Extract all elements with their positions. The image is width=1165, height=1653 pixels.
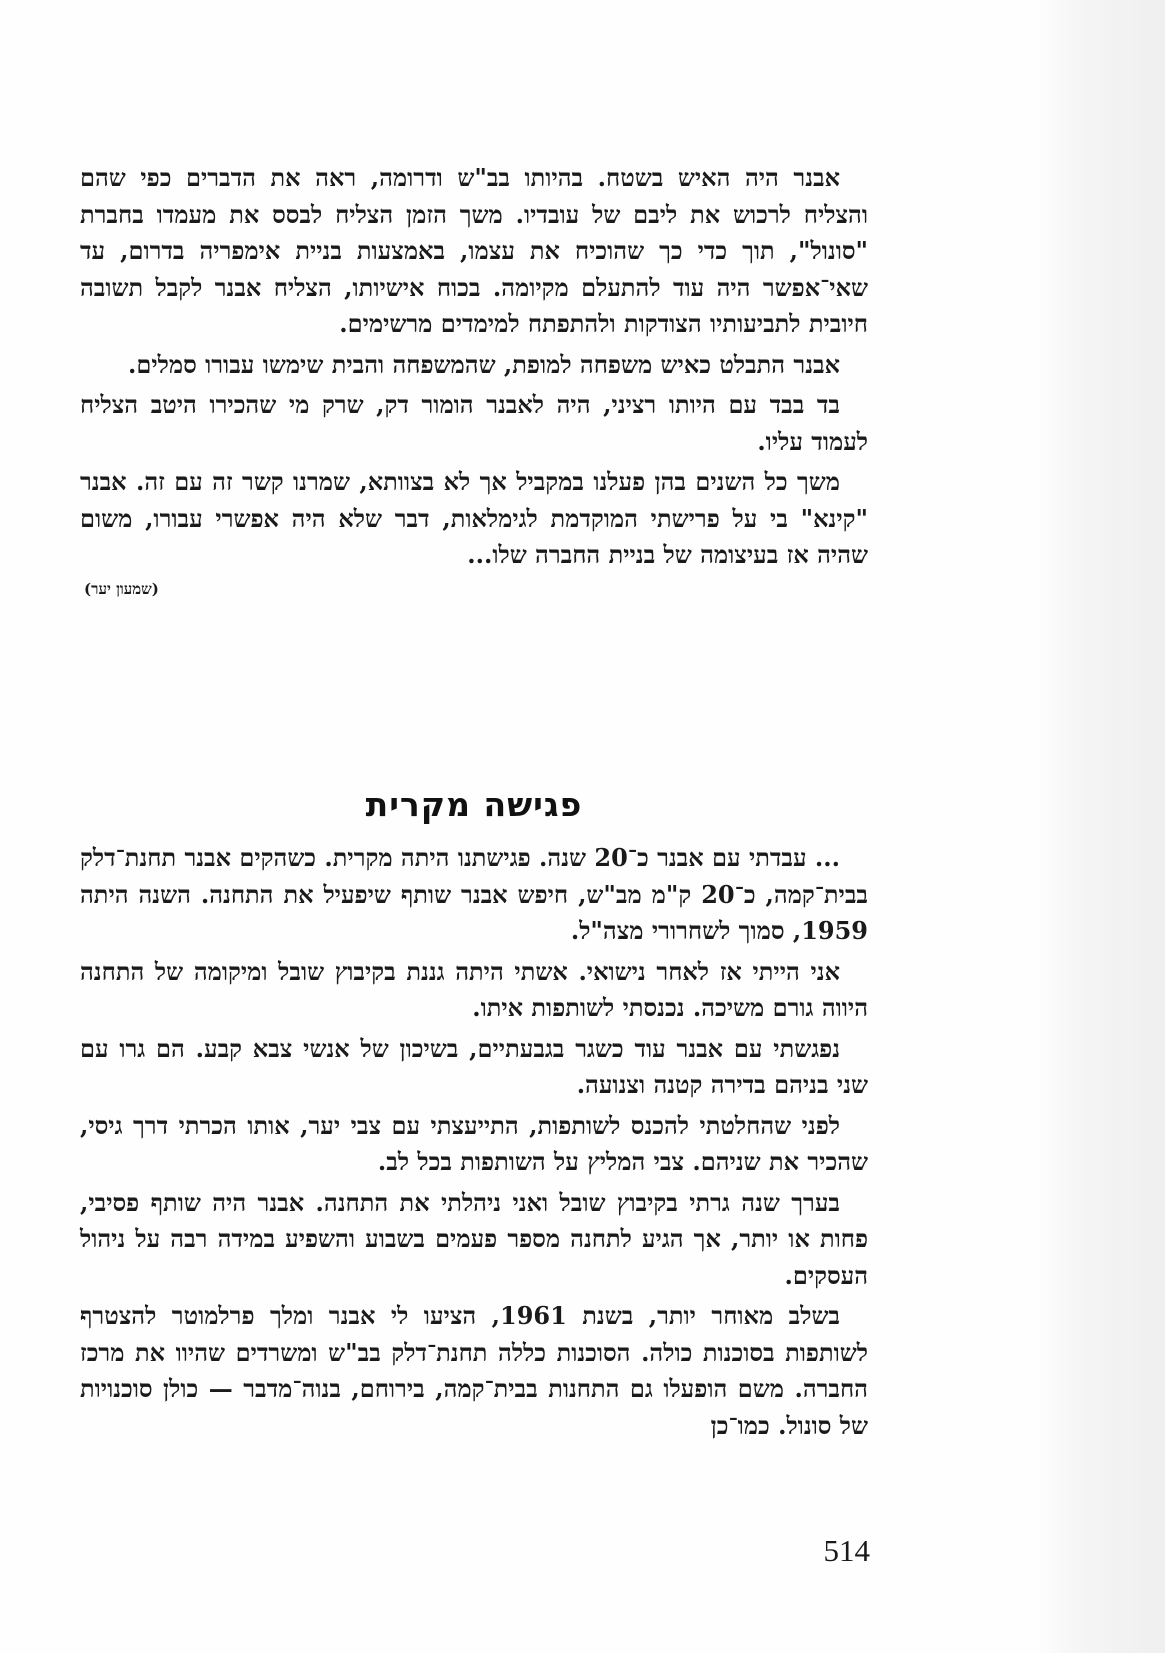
paragraph: אני הייתי אז לאחר נישואי. אשתי היתה גננת בקיבוץ שובל ומיקומה של התחנה היווה גורם משיכה. נכנסתי לשותפות איתו. bbox=[80, 956, 868, 1022]
author-signature: (שמעון יער) bbox=[84, 579, 159, 598]
paragraph: משך כל השנים בהן פעלנו במקביל אך לא בצוותא, שמרנו קשר זה עם זה. אבנר "קינא" בי על פרישתי המוקדמת לגימלאות, דבר שלא היה אפשרי עבורו, משום שהיה אז בעיצומה של בניית החברה שלו... bbox=[80, 467, 868, 569]
section-title: פגישה מקרית bbox=[365, 785, 583, 824]
paragraph: ... עבדתי עם אבנר כ־20 שנה. פגישתנו היתה מקרית. כשהקים אבנר תחנת־דלק בבית־קמה, כ־20 ק"מ מב"ש, חיפש אבנר שותף שיפעיל את התחנה. השנה היתה 1959, סמוך לשחרורי מצה"ל. bbox=[80, 843, 868, 945]
paragraph: נפגשתי עם אבנר עוד כשגר בגבעתיים, בשיכון של אנשי צבא קבע. הם גרו עם שני בניהם בדירה קטנה וצנועה. bbox=[80, 1033, 868, 1099]
page-number: 514 bbox=[823, 1533, 870, 1568]
memoir-text-block-2 bbox=[80, 840, 868, 1448]
paragraph: אבנר היה האיש בשטח. בהיותו בב"ש ודרומה, ראה את הדברים כפי שהם והצליח לרכוש את ליבם של עובדיו. משך הזמן הצליח לבסס את מעמדו בחברת "סונול", תוך כדי כך שהוכיח את עצמו, באמצעות בניית אימפריה בדרום, עד שאי־אפשר היה עוד להתעלם מקיומה. בכוח אישיותו, הצליח אבנר לקבל תשובה חיובית לתביעותיו הצודקות ולהתפתח למימדים מרשימים. bbox=[80, 163, 869, 338]
paragraph: בערך שנה גרתי בקיבוץ שובל ואני ניהלתי את התחנה. אבנר היה שותף פסיבי, פחות או יותר, אך הגיע לתחנה מספר פעמים בשבוע והשפיע במידה רבה על ניהול העסקים. bbox=[80, 1187, 869, 1290]
paragraph: בשלב מאוחר יותר, בשנת 1961, הציעו לי אבנר ומלך פרלמוטר להצטרף לשותפות בסוכנות כולה. הסוכנות כללה תחנת־דלק בב"ש ומשרדים שהיוו את מרכז החברה. משם הופעלו גם התחנות בבית־קמה, בירוחם, בנוה־מדבר — כולן סוכנויות של סונול. כמו־כן bbox=[80, 1301, 868, 1440]
page-edge-shadow bbox=[1035, 0, 1165, 1653]
paragraph: לפני שהחלטתי להכנס לשותפות, התייעצתי עם צבי יער, אותו הכרתי דרך גיסי, שהכיר את שניהם. צבי המליץ על השותפות בכל לב. bbox=[80, 1110, 868, 1176]
paragraph: אבנר התבלט כאיש משפחה למופת, שהמשפחה והבית שימשו עבורו סמלים. bbox=[128, 349, 840, 379]
memoir-text-block-1 bbox=[80, 160, 868, 599]
paragraph: בד בבד עם היותו רציני, היה לאבנר הומור דק, שרק מי שהכירו היטב הצליח לעמוד עליו. bbox=[80, 390, 868, 456]
